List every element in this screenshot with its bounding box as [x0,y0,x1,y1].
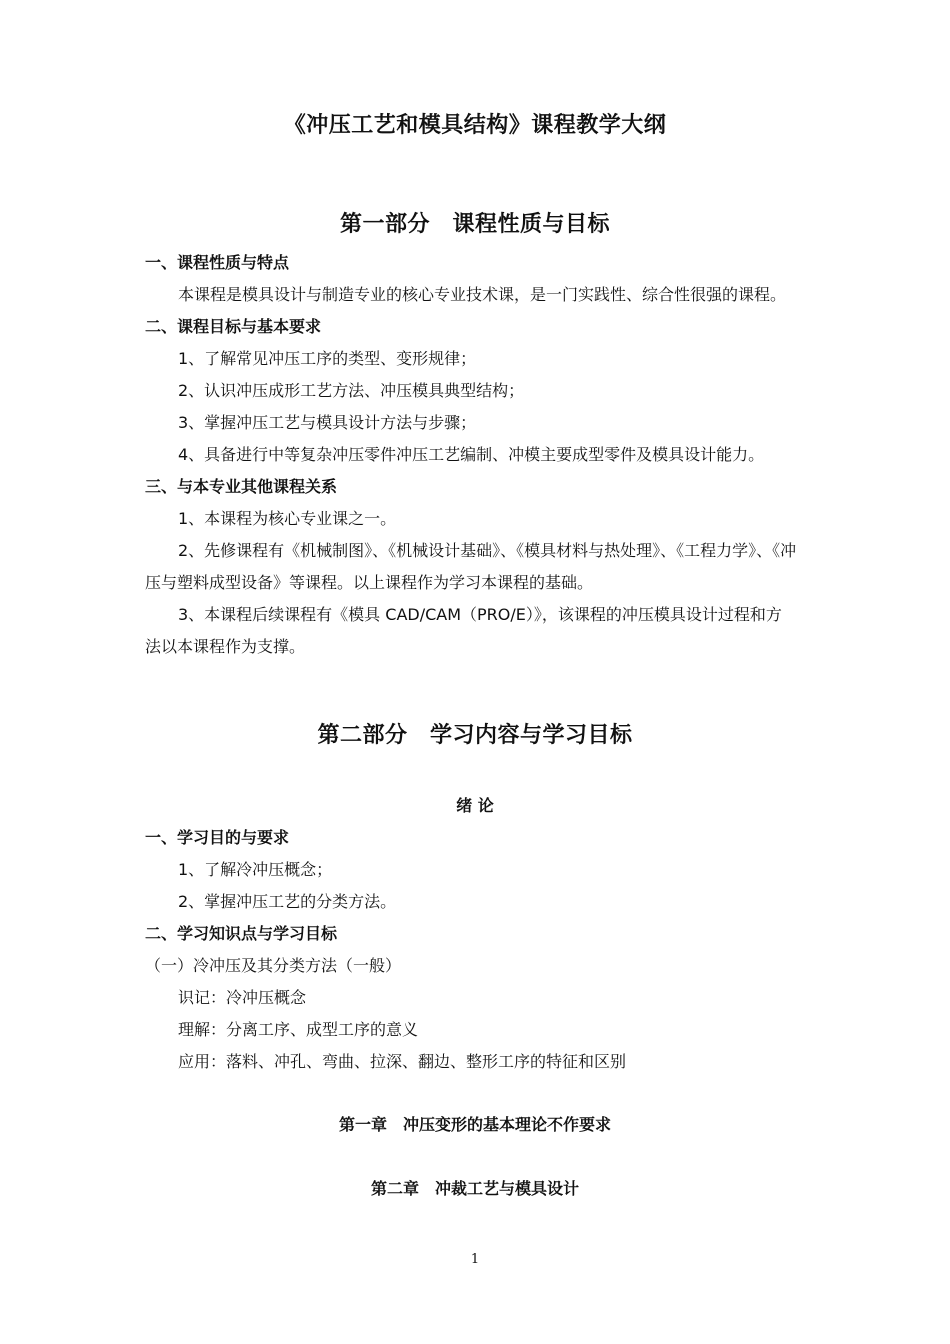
relation-paragraph-1: 1、本课程为核心专业课之一。 [178,509,397,528]
knowledge-topic: （一）冷冲压及其分类方法（一般） [145,956,402,975]
part1-section1-text: 本课程是模具设计与制造专业的核心专业技术课，是一门实践性、综合性很强的课程。 [178,285,787,304]
goal-item-2: 2、认识冲压成形工艺方法、冲压模具典型结构； [178,381,525,400]
relation-paragraph-3-line-2: 法以本课程作为支撑。 [145,637,306,656]
goal-item-1: 1、了解常见冲压工序的类型、变形规律； [178,349,477,368]
knowledge-remember: 识记：冷冲压概念 [178,988,307,1007]
document-title: 《冲压工艺和模具结构》课程教学大纲 [283,113,667,138]
goal-item-3: 3、掌握冲压工艺与模具设计方法与步骤； [178,413,477,432]
chapter1-title: 第一章 冲压变形的基本理论不作要求 [338,1115,611,1134]
part1-section3-heading: 三、与本专业其他课程关系 [145,477,338,496]
part2-title: 第二部分 学习内容与学习目标 [317,723,633,748]
part2-section1-heading: 一、学习目的与要求 [145,828,290,847]
relation-paragraph-2-line-2: 压与塑料成型设备》等课程。以上课程作为学习本课程的基础。 [145,573,594,592]
knowledge-understand: 理解：分离工序、成型工序的意义 [178,1020,419,1039]
study-item-2: 2、掌握冲压工艺的分类方法。 [178,892,397,911]
part2-section2-heading: 二、学习知识点与学习目标 [145,924,338,943]
relation-paragraph-3-line-1: 3、本课程后续课程有《模具 CAD/CAM（PRO/E）》，该课程的冲压模具设计过程和方 [178,605,782,624]
part1-section2-heading: 二、课程目标与基本要求 [145,317,322,336]
introduction-title: 绪 论 [456,796,494,815]
part1-title: 第一部分 课程性质与目标 [339,212,610,237]
goal-item-4: 4、具备进行中等复杂冲压零件冲压工艺编制、冲模主要成型零件及模具设计能力。 [178,445,765,464]
part1-section1-heading: 一、课程性质与特点 [145,253,290,272]
page-number: 1 [470,1252,480,1267]
study-item-1: 1、了解冷冲压概念； [178,860,333,879]
chapter2-title: 第二章 冲裁工艺与模具设计 [370,1179,579,1198]
knowledge-apply: 应用：落料、冲孔、弯曲、拉深、翻边、整形工序的特征和区别 [178,1052,627,1071]
relation-paragraph-2-line-1: 2、先修课程有《机械制图》、《机械设计基础》、《模具材料与热处理》、《工程力学》、《冲 [178,541,797,560]
